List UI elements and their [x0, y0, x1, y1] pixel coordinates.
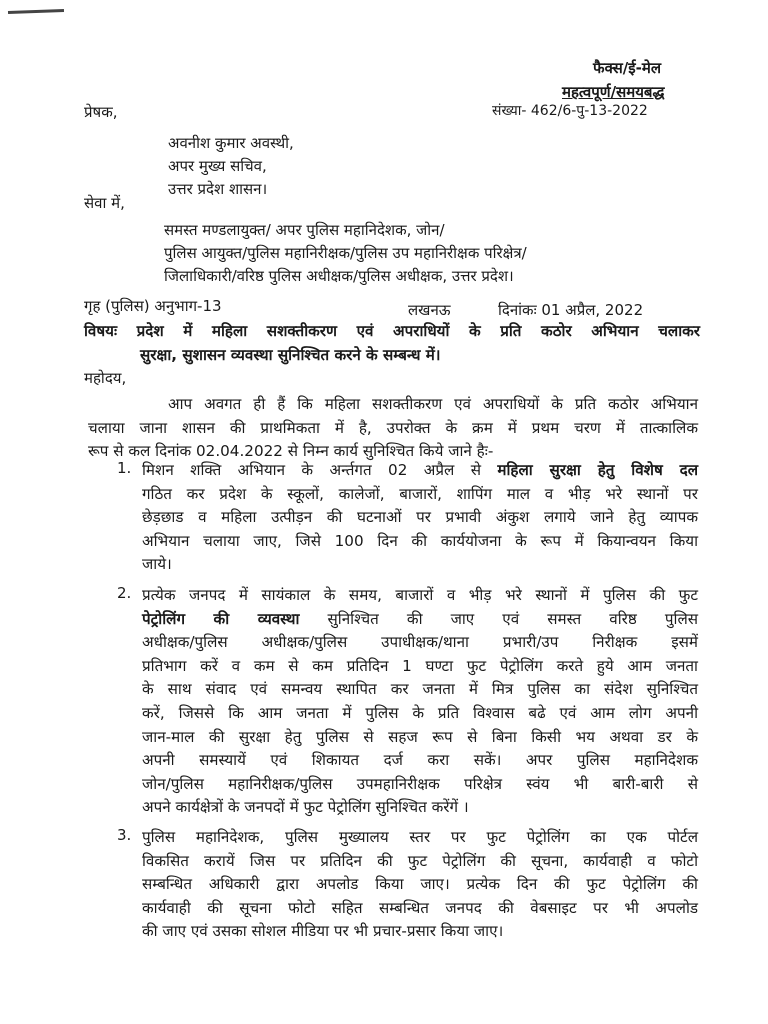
item-line: अधीक्षक/पुलिस अधीक्षक/पुलिस उपाधीक्षक/थाना प्रभारी/उप निरीक्षक इसमें	[142, 633, 698, 652]
item-emphasis: पेट्रोलिंग की व्यवस्था	[142, 609, 300, 628]
item-line: जाये।	[142, 555, 172, 574]
item-emphasis: महिला सुरक्षा हेतु विशेष दल	[497, 461, 698, 479]
item-text: मिशन शक्ति अभियान के अर्न्तगत 02 अप्रैल से	[142, 461, 498, 479]
item-line: करें, जिससे कि आम जनता में पुलिस के प्रति विश्वास बढे एवं आम लोग अपनी	[142, 703, 698, 722]
item-line: अपनी समस्यायें एवं शिकायत दर्ज करा सकें। अपर पुलिस महानिदेशक	[142, 751, 698, 770]
reference-number: संख्या- 462/6-पु-13-2022	[492, 103, 648, 119]
recipient-line: जिलाधिकारी/वरिष्ठ पुलिस अधीक्षक/पुलिस अधीक्षक, उत्तर प्रदेश।	[164, 267, 514, 285]
item-text: सुनिश्चित की जाए एवं समस्त वरिष्ठ पुलिस	[299, 609, 699, 628]
priority-label: महत्वपूर्ण/समयबद्ध	[562, 83, 665, 101]
item-line: की जाए एवं उसका सोशल मीडिया पर भी प्रचार-प्रसार किया जाए।	[142, 922, 504, 941]
recipient-label: सेवा में,	[84, 194, 125, 212]
pen-mark	[8, 9, 64, 14]
item-line: विकसित करायें जिस पर प्रतिदिन की फुट पेट्रोलिंग की सूचना, कार्यवाही व फोटो	[142, 851, 698, 870]
department-section: गृह (पुलिस) अनुभाग-13	[84, 297, 222, 315]
item-line: जान-माल की सुरक्षा हेतु पुलिस से सहज रूप से बिना किसी भय अथवा डर के	[142, 727, 698, 746]
item-line: प्रतिभाग करें व कम से कम प्रतिदिन 1 घण्टा फुट पेट्रोलिंग करते हुये आम जनता	[142, 656, 698, 675]
intro-line: रूप से कल दिनांक 02.04.2022 से निम्न कार्य सुनिश्चित किये जाने हैः-	[88, 442, 494, 461]
item-line: अभियान चलाया जाए, जिसे 100 दिन की कार्ययोजना के रूप में कियान्वयन किया	[142, 531, 698, 550]
item-line: सम्बन्धित अधिकारी द्वारा अपलोड किया जाए। प्रत्येक दिन की फुट पेट्रोलिंग की	[142, 875, 698, 894]
item-line: के साथ संवाद एवं समन्वय स्थापित कर जनता में मित्र पुलिस का संदेश सुनिश्चित	[142, 680, 698, 699]
sender-designation: अपर मुख्य सचिव,	[168, 157, 267, 175]
item-line: पुलिस महानिदेशक, पुलिस मुख्यालय स्तर पर फुट पेट्रोलिंग का एक पोर्टल	[142, 828, 698, 846]
item-line: प्रत्येक जनपद में सायंकाल के समय, बाजारों व भीड़ भरे स्थानों में पुलिस की फुट	[142, 586, 698, 604]
list-item-2	[142, 584, 698, 820]
place: लखनऊ	[408, 301, 451, 319]
salutation: महोदय,	[84, 369, 127, 387]
intro-line: चलाया जाना शासन की प्राथमिकता में है, उपरोक्त के क्रम में प्रथम चरण में तात्कालिक	[88, 418, 698, 437]
list-item-1	[142, 459, 698, 577]
item-line: गठित कर प्रदेश के स्कूलों, कालेजों, बाजारों, शापिंग माल व भीड़ भरे स्थानों पर	[142, 484, 698, 503]
item-number: 3.	[117, 826, 132, 844]
date: दिनांकः 01 अप्रैल, 2022	[498, 301, 644, 319]
item-line: जोन/पुलिस महानिरीक्षक/पुलिस उपमहानिरीक्षक परिक्षेत्र स्वंय भी बारी-बारी से	[142, 774, 698, 793]
item-line: अपने कार्यक्षेत्रों के जनपदों में फुट पेट्रोलिंग सुनिश्चित करेंगें ।	[142, 798, 469, 817]
item-number: 1.	[117, 459, 132, 477]
sender-name: अवनीश कुमार अवस्थी,	[168, 134, 294, 152]
intro-paragraph	[88, 393, 698, 464]
subject-line-1: विषयः प्रदेश में महिला सशक्तीकरण एवं अपराधियों के प्रति कठोर अभियान चलाकर	[84, 322, 700, 340]
recipient-line: समस्त मण्डलायुक्त/ अपर पुलिस महानिदेशक, जोन/	[164, 221, 445, 239]
list-item-3	[142, 826, 698, 944]
subject	[84, 320, 700, 367]
item-line	[142, 459, 698, 483]
fax-email-label: फैक्स/ई-मेल	[593, 59, 661, 77]
item-line: छेड़छाड व महिला उत्पीड़न की घटनाओं पर प्रभावी अंकुश लगाये जाने हेतु व्यापक	[142, 508, 698, 527]
item-number: 2.	[117, 584, 132, 602]
subject-line-2: सुरक्षा, सुशासन व्यवस्था सुनिश्चित करने के सम्बन्ध में।	[140, 345, 441, 364]
recipient-line: पुलिस आयुक्त/पुलिस महानिरीक्षक/पुलिस उप महानिरीक्षक परिक्षेत्र/	[164, 244, 527, 262]
sender-label: प्रेषक,	[84, 103, 118, 121]
item-line: कार्यवाही की सूचना फोटो सहित सम्बन्धित जनपद की वेबसाइट पर भी अपलोड	[142, 898, 698, 917]
intro-line: आप अवगत ही हैं कि महिला सशक्तीकरण एवं अपराधियों के प्रति कठोर अभियान	[168, 395, 698, 413]
sender-organization: उत्तर प्रदेश शासन।	[168, 180, 268, 198]
item-line	[142, 608, 698, 632]
